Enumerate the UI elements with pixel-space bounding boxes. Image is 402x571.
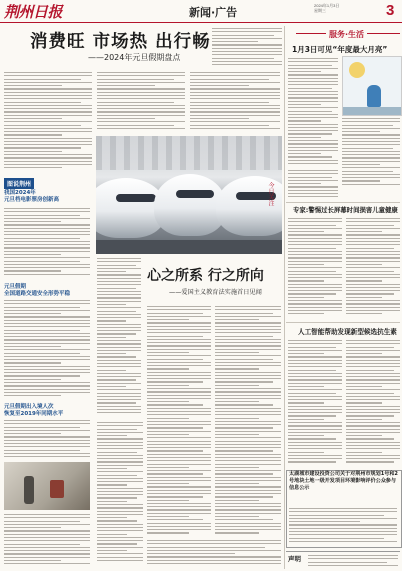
right-story-2-col-1 [288,218,342,318]
mid-column-text-b [97,422,143,567]
lead-headline: 消费旺 市场热 出行畅 [30,32,211,52]
luggage-figure [50,480,64,498]
right-divider-1 [286,202,400,203]
right-headline-2: 专家:警惕过长屏幕时间损害儿童健康 [293,206,398,214]
page-section-title: 新闻·广告 [189,6,238,19]
statement-box [286,551,400,570]
statement-body [308,555,398,569]
brief-body-1 [4,208,90,280]
service-section-banner [296,28,400,40]
service-section-label: 服务·生活 [326,29,367,40]
brief-title-2: 元旦假期 全国道路交通安全形势平稳 [4,284,71,297]
date-line: 2024年1月3日 [314,3,340,8]
feature-column-2 [215,306,281,536]
train-window-2 [176,190,214,198]
ground-shape [343,107,401,115]
right-story-1-col-2 [342,118,400,188]
roof-structure [96,136,282,170]
column-divider [284,26,285,569]
left-bottom-text [4,514,90,569]
statement-label: 声明 [288,555,301,563]
weekday-line: 星期三 [314,8,326,13]
lead-article-column-1 [4,72,92,172]
right-headline-1: 1月3日可见“年度最大月亮” [292,45,388,54]
right-divider-2 [286,322,400,323]
newspaper-logo: 荆州日报 [4,3,63,21]
left-section-label: 图说荆州 [4,178,34,189]
feature-bottom-text [147,540,281,568]
right-story-2-col-2 [346,218,400,318]
mid-column-text-a [97,258,141,418]
public-notice-body [289,508,397,546]
right-story-3-col-2 [346,340,400,466]
feature-column-1 [147,306,211,536]
right-story-1-col-1 [288,58,338,168]
right-story-3-col-1 [288,340,342,466]
platform-floor [96,240,282,254]
brief-title-1: 我国2024年 元旦档电影票房创新高 [4,190,60,203]
feature-subheadline: ——爱国主义教育法实施首日见闻 [169,289,262,296]
moon-shape [349,62,365,78]
lead-article-continued [212,28,282,68]
lead-article-column-3 [190,72,280,132]
person-figure [24,476,34,504]
airport-photo [4,462,90,510]
right-headline-3: 人工智能帮助发现新型候选抗生素 [298,328,397,336]
masthead [0,0,402,23]
feature-headline: 心之所系 行之所向 [147,268,264,284]
lead-article-column-2 [97,72,185,132]
figure-shape [367,85,381,107]
public-notice-title: 太湖城市建设投资公司关于对荆州市规划1号和2号地块土地一级开发项目环境影响评价公众参与信息公示 [289,471,398,491]
cartoon-illustration [342,56,402,116]
brief-body-3 [4,420,90,460]
right-story-1-col-1b [288,170,338,200]
date-info [314,3,384,13]
train-window-1 [116,194,156,202]
brief-title-3: 元旦假期出入境人次 恢复至2019年同期水平 [4,404,64,417]
train-photo [96,136,282,254]
lead-subheadline: ——2024年元旦假期盘点 [88,53,181,62]
page-number: 3 [386,2,395,19]
vertical-tag: 今日关注 [267,182,274,206]
brief-body-2 [4,300,90,400]
